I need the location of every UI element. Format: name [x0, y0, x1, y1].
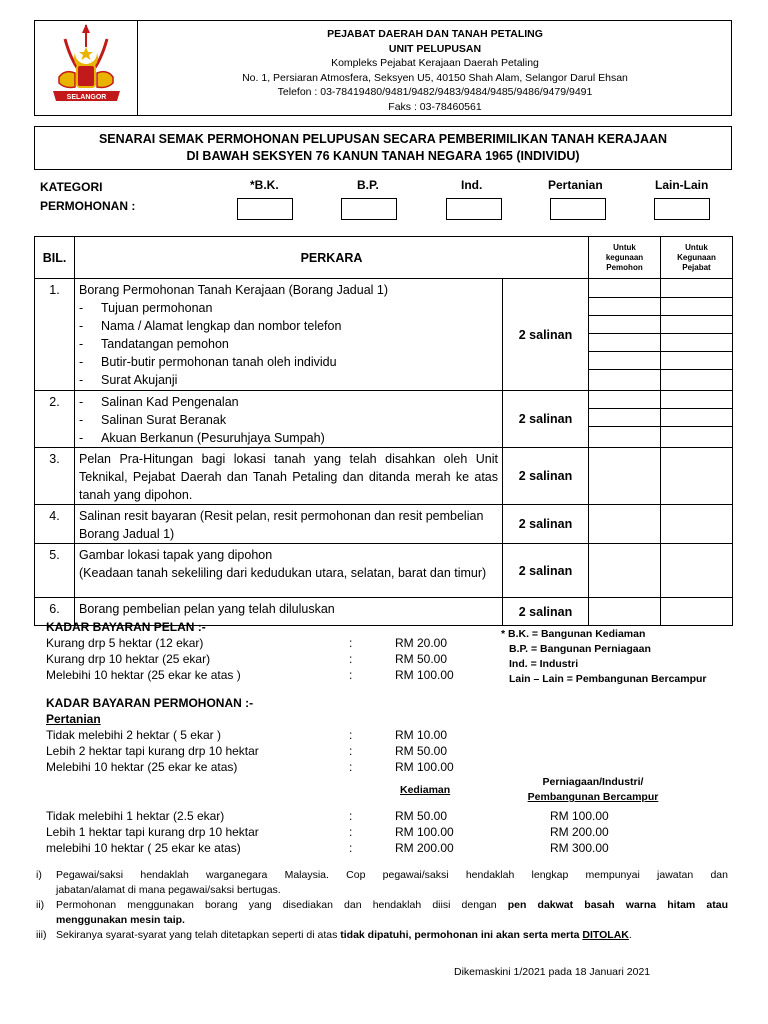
pemohon-checkbox[interactable] — [589, 409, 660, 427]
checklist-table — [34, 236, 733, 626]
table-row — [35, 544, 733, 598]
legend-item: Lain – Lain = Pembangunan Bercampur — [509, 673, 707, 685]
category-lain-label: Lain-Lain — [655, 178, 709, 192]
category-legend — [501, 627, 707, 687]
col-pemohon-header — [589, 237, 661, 279]
note-body — [56, 868, 728, 898]
fee-pertanian-list — [46, 728, 466, 776]
pemohon-checkbox[interactable] — [589, 316, 660, 334]
pemohon-checkbox[interactable] — [589, 544, 661, 598]
row-intro: Borang Permohonan Tanah Kerajaan (Borang Jadual 1) — [79, 283, 389, 297]
title-line-2: DI BAWAH SEKSYEN 76 KANUN TANAH NEGARA 1965 (INDIVIDU) — [186, 149, 580, 163]
category-pertanian-label: Pertanian — [548, 178, 603, 192]
fee-amount-kediaman: RM 100.00 — [395, 825, 454, 839]
pemohon-check-column — [589, 279, 661, 391]
row-copies: 2 salinan — [503, 505, 589, 544]
pemohon-checkbox[interactable] — [589, 448, 661, 505]
row-number: 4. — [35, 505, 75, 544]
col-perkara-header: PERKARA — [75, 237, 589, 279]
list-item: - Tandatangan pemohon — [79, 337, 229, 351]
list-item: - Nama / Alamat lengkap dan nombor telefon — [79, 319, 342, 333]
note-text-part: Sekiranya syarat-syarat yang telah ditetapkan seperti di atas — [56, 929, 341, 941]
col-pejabat-line-1: Untuk — [685, 242, 708, 252]
crest-banner-text: SELANGOR — [66, 94, 107, 101]
row-copies: 2 salinan — [503, 448, 589, 505]
list-item: - Butir-butir permohonan tanah oleh individu — [79, 355, 337, 369]
pemohon-checkbox[interactable] — [589, 298, 660, 316]
fee-colon: : — [349, 728, 353, 742]
pemohon-checkbox[interactable] — [589, 598, 661, 626]
fee-colon: : — [349, 652, 353, 666]
note-text-bold: menggunakan mesin taip. — [56, 914, 185, 926]
category-lain-checkbox[interactable] — [654, 198, 710, 220]
fee-row — [46, 668, 466, 684]
note-item — [36, 868, 728, 898]
pejabat-checkbox[interactable] — [661, 598, 733, 626]
fee-permohonan-heading: KADAR BAYARAN PERMOHONAN :- — [46, 696, 254, 710]
fee-pelan-heading: KADAR BAYARAN PELAN :- — [46, 620, 206, 634]
letterhead — [34, 20, 732, 116]
row-perkara: Pelan Pra-Hitungan bagi lokasi tanah yang telah disahkan oleh Unit Teknikal, Pejabat Daerah dan Tanah Petaling dan ditanda merah ke atas tanah yang dipohon. — [75, 448, 503, 505]
pejabat-checkbox[interactable] — [661, 409, 732, 427]
fee-amount: RM 10.00 — [395, 728, 448, 742]
list-item-text: Tandatangan pemohon — [101, 337, 229, 351]
office-name: PEJABAT DAERAH DAN TANAH PETALING — [327, 28, 543, 40]
list-item-text: Akuan Berkanun (Pesuruhjaya Sumpah) — [101, 431, 325, 445]
fee-amount: RM 20.00 — [395, 636, 448, 650]
note-text: Pegawai/saksi hendaklah warganegara Malaysia. Cop pegawai/saksi hendaklah lengkap mempunyai jawatan dan — [56, 869, 728, 881]
logo-cell — [35, 21, 138, 115]
fee-amount: RM 50.00 — [395, 744, 448, 758]
list-item-text: Salinan Kad Pengenalan — [101, 395, 239, 409]
col-pemohon-line-2: kegunaan — [605, 252, 644, 262]
row-text-2: (Keadaan tanah sekeliling dari kedudukan utara, selatan, barat dan timur) — [79, 566, 487, 580]
pejabat-checkbox[interactable] — [661, 448, 733, 505]
pejabat-checkbox[interactable] — [661, 352, 732, 370]
fee-colon: : — [349, 809, 353, 823]
legend-item: B.P. = Bangunan Perniagaan — [509, 643, 651, 655]
document-title — [34, 126, 732, 170]
office-details — [139, 27, 731, 115]
pemohon-checkbox[interactable] — [589, 427, 660, 445]
note-item — [36, 928, 728, 943]
category-bp-label: B.P. — [357, 178, 379, 192]
list-item-text: Nama / Alamat lengkap dan nombor telefon — [101, 319, 342, 333]
col-perniagaan-line-1: Perniagaan/Industri/ — [542, 776, 644, 788]
col-pejabat-line-2: Kegunaan — [677, 252, 716, 262]
list-item: - Akuan Berkanun (Pesuruhjaya Sumpah) — [79, 431, 325, 445]
row-perkara — [75, 544, 503, 598]
list-item-text: Surat Akujanji — [101, 373, 178, 387]
table-row — [35, 505, 733, 544]
row-copies: 2 salinan — [503, 598, 589, 626]
row-number: 5. — [35, 544, 75, 598]
fee-amount-kediaman: RM 200.00 — [395, 841, 454, 855]
row-copies: 2 salinan — [503, 391, 589, 448]
category-label — [40, 178, 135, 216]
list-item: - Salinan Kad Pengenalan — [79, 395, 239, 409]
pemohon-checkbox[interactable] — [589, 352, 660, 370]
fee-colon: : — [349, 841, 353, 855]
notes-section — [36, 868, 728, 943]
fee-row — [46, 652, 466, 668]
office-complex: Kompleks Pejabat Kerajaan Daerah Petaling — [331, 57, 539, 70]
pejabat-check-column — [661, 391, 733, 448]
fee-row — [46, 744, 466, 760]
fee-kediaman-list — [46, 809, 646, 857]
office-fax: Faks : 03-78460561 — [388, 100, 482, 113]
fee-pelan-list — [46, 636, 466, 684]
row-number: 3. — [35, 448, 75, 505]
table-row — [35, 279, 733, 391]
note-text-bold: tidak dipatuhi, permohonan ini akan serta merta — [340, 929, 583, 941]
fee-amount: RM 100.00 — [395, 668, 454, 682]
fee-row — [46, 636, 466, 652]
list-item: - Tujuan permohonan — [79, 301, 213, 315]
pejabat-checkbox[interactable] — [661, 334, 732, 352]
fee-amount: RM 50.00 — [395, 652, 448, 666]
category-label-line-2: PERMOHONAN : — [40, 199, 136, 213]
pejabat-checkbox[interactable] — [661, 427, 732, 445]
fee-label: Melebihi 10 hektar (25 ekar ke atas) — [46, 760, 238, 774]
col-pejabat-header — [661, 237, 733, 279]
list-item-text: Tujuan permohonan — [101, 301, 213, 315]
note-text-bold: pen dakwat basah warna hitam atau — [507, 899, 728, 911]
note-text-part: . — [628, 929, 632, 941]
fee-amount-perniagaan: RM 300.00 — [550, 841, 609, 855]
category-bp-checkbox[interactable] — [341, 198, 397, 220]
office-address: No. 1, Persiaran Atmosfera, Seksyen U5, 40150 Shah Alam, Selangor Darul Ehsan — [242, 71, 628, 84]
fee-amount: RM 100.00 — [395, 760, 454, 774]
pejabat-checkbox[interactable] — [661, 544, 733, 598]
category-ind-label: Ind. — [461, 178, 483, 192]
fee-colon: : — [349, 825, 353, 839]
fee-amount-kediaman: RM 50.00 — [395, 809, 448, 823]
col-perniagaan-line-2: Pembangunan Bercampur — [527, 791, 659, 803]
table-row — [35, 448, 733, 505]
pemohon-checkbox[interactable] — [589, 334, 660, 352]
row-perkara: Salinan resit bayaran (Resit pelan, resit permohonan dan resit pembelian Borang Jadual 1) — [75, 505, 503, 544]
fee-colon: : — [349, 744, 353, 758]
row-perkara: Borang pembelian pelan yang telah diluluskan — [75, 598, 503, 626]
note-item — [36, 898, 728, 928]
category-pertanian-checkbox[interactable] — [550, 198, 606, 220]
col-pemohon-line-3: Pemohon — [606, 262, 643, 272]
note-number: iii) — [36, 929, 47, 941]
category-bk-checkbox[interactable] — [237, 198, 293, 220]
pemohon-checkbox[interactable] — [589, 279, 660, 298]
list-item: - Surat Akujanji — [79, 373, 178, 387]
row-perkara — [75, 279, 503, 391]
fee-label: Tidak melebihi 1 hektar (2.5 ekar) — [46, 809, 225, 823]
pejabat-checkbox[interactable] — [661, 505, 733, 544]
category-bk-label: *B.K. — [250, 178, 279, 192]
fee-row — [46, 825, 646, 841]
row-number: 1. — [35, 279, 75, 391]
pejabat-checkbox[interactable] — [661, 279, 732, 298]
fee-label: Lebih 1 hektar tapi kurang drp 10 hektar — [46, 825, 259, 839]
fee-colon: : — [349, 668, 353, 682]
pemohon-checkbox[interactable] — [589, 505, 661, 544]
col-bil-header: BIL. — [35, 237, 75, 279]
list-item-text: Butir-butir permohonan tanah oleh individu — [101, 355, 337, 369]
note-text — [56, 898, 728, 913]
pejabat-checkbox[interactable] — [661, 391, 732, 409]
office-unit: UNIT PELUPUSAN — [388, 42, 482, 55]
row-number: 6. — [35, 598, 75, 626]
note-text-part: Permohonan menggunakan borang yang disediakan dan hendaklah diisi dengan — [56, 899, 508, 911]
fee-row — [46, 841, 646, 857]
fee-row — [46, 728, 466, 744]
fee-label: Kurang drp 10 hektar (25 ekar) — [46, 652, 211, 666]
fee-row — [46, 760, 466, 776]
pejabat-checkbox[interactable] — [661, 370, 732, 389]
fee-pertanian-subheading: Pertanian — [46, 712, 101, 726]
legend-item: Ind. = Industri — [509, 658, 579, 670]
row-perkara — [75, 391, 503, 448]
col-pemohon-line-1: Untuk — [613, 242, 636, 252]
selangor-crest-icon — [35, 21, 138, 115]
note-text-rejected: DITOLAK — [582, 929, 629, 941]
pejabat-check-column — [661, 279, 733, 391]
fee-label: Melebihi 10 hektar (25 ekar ke atas ) — [46, 668, 241, 682]
row-text: Gambar lokasi tapak yang dipohon — [79, 548, 273, 562]
legend-item: * B.K. = Bangunan Kediaman — [501, 628, 646, 640]
fee-colon: : — [349, 636, 353, 650]
note-text: jabatan/alamat di mana pegawai/saksi bertugas. — [56, 884, 281, 896]
note-number: ii) — [36, 899, 45, 911]
category-ind-checkbox[interactable] — [446, 198, 502, 220]
row-copies: 2 salinan — [503, 544, 589, 598]
pemohon-checkbox[interactable] — [589, 370, 660, 389]
col-pejabat-line-3: Pejabat — [682, 262, 711, 272]
fee-amount-perniagaan: RM 100.00 — [550, 809, 609, 823]
list-item: - Salinan Surat Beranak — [79, 413, 227, 427]
note-body — [56, 928, 728, 943]
fee-label: Kurang drp 5 hektar (12 ekar) — [46, 636, 204, 650]
pejabat-checkbox[interactable] — [661, 316, 732, 334]
fee-colon: : — [349, 760, 353, 774]
office-phone: Telefon : 03-78419480/9481/9482/9483/9484/9485/9486/9479/9491 — [277, 86, 593, 99]
pemohon-checkbox[interactable] — [589, 391, 660, 409]
row-copies: 2 salinan — [503, 279, 589, 391]
fee-amount-perniagaan: RM 200.00 — [550, 825, 609, 839]
table-header-row — [35, 237, 733, 279]
pemohon-check-column — [589, 391, 661, 448]
note-number: i) — [36, 869, 42, 881]
fee-label: melebihi 10 hektar ( 25 ekar ke atas) — [46, 841, 241, 855]
pejabat-checkbox[interactable] — [661, 298, 732, 316]
list-item-text: Salinan Surat Beranak — [101, 413, 227, 427]
fee-label: Tidak melebihi 2 hektar ( 5 ekar ) — [46, 728, 221, 742]
col-kediaman-header: Kediaman — [400, 784, 451, 796]
fee-label: Lebih 2 hektar tapi kurang drp 10 hektar — [46, 744, 259, 758]
col-perniagaan-header — [520, 775, 666, 805]
update-date: Dikemaskini 1/2021 pada 18 Januari 2021 — [454, 966, 651, 978]
title-line-1: SENARAI SEMAK PERMOHONAN PELUPUSAN SECARA PEMBERIMILIKAN TANAH KERAJAAN — [98, 132, 668, 146]
note-body — [56, 898, 728, 928]
table-row — [35, 391, 733, 448]
row-number: 2. — [35, 391, 75, 448]
category-label-line-1: KATEGORI — [40, 180, 103, 194]
fee-row — [46, 809, 646, 825]
